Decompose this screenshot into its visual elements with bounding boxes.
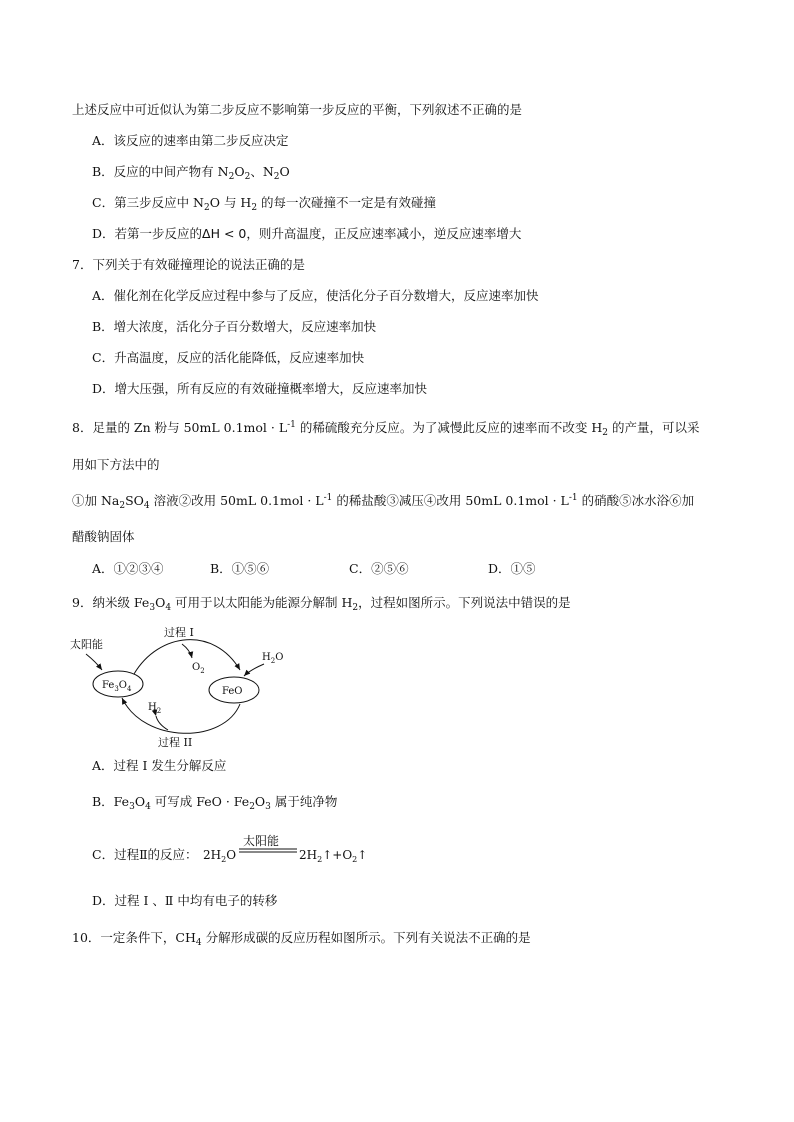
q9-option-a[interactable]: A．过程 I 发生分解反应	[92, 758, 227, 773]
q8-option-a[interactable]: A．①②③④	[92, 561, 164, 576]
q9-option-c-equation	[201, 832, 381, 872]
diagram-process2-arc	[122, 698, 240, 733]
q7-option-a[interactable]: A．催化剂在化学反应过程中参与了反应，使活化分子百分数增大，反应速率加快	[92, 288, 539, 303]
q8-option-c[interactable]: C．②⑤⑥	[349, 561, 409, 576]
diagram-sun-arrow	[86, 654, 102, 670]
q10-stem: 10．一定条件下，$CH_4$ 分解形成碳的反应历程如图所示。下列有关说法不正确的是	[72, 930, 531, 948]
q6-option-d[interactable]: D．若第一步反应的ΔH < 0，则升高温度，正反应速率减小，逆反应速率增大	[92, 226, 522, 241]
diagram-h2o-arrow	[244, 664, 264, 676]
equation-right: $2H_2↑+O_2↑$	[299, 848, 368, 864]
q7-stem: 7．下列关于有效碰撞理论的说法正确的是	[72, 257, 305, 272]
diagram-sun-label: 太阳能	[70, 638, 103, 651]
diagram-feo-label: FeO	[222, 686, 243, 697]
equation-condition: 太阳能	[243, 834, 280, 848]
q7-option-d[interactable]: D．增大压强，所有反应的有效碰撞概率增大，反应速率加快	[92, 381, 428, 396]
q8-options	[92, 559, 632, 577]
diagram-o2-label: $O_2$	[192, 662, 205, 675]
q8-option-d[interactable]: D．①⑤	[488, 561, 536, 576]
diagram-o2-arrow	[182, 644, 192, 658]
q6-option-b[interactable]: B．反应的中间产物有 $N_2O_2$、$N_2O$	[92, 164, 290, 182]
q9-option-c[interactable]: C．过程Ⅱ的反应：	[92, 847, 198, 862]
q7-option-c[interactable]: C．升高温度，反应的活化能降低，反应速率加快	[92, 350, 365, 365]
diagram-h2-arrow	[156, 716, 168, 730]
q6-option-c[interactable]: C．第三步反应中 $N_2O$ 与 $H_2$ 的每一次碰撞不一定是有效碰撞	[92, 195, 437, 213]
q8-stem-line2: 用如下方法中的	[72, 457, 160, 472]
diagram-h2o-label: $H_2O$	[262, 652, 284, 665]
q9-option-b[interactable]: B．$Fe_3O_4$ 可写成 FeO · $Fe_2O_3$ 属于纯净物	[92, 794, 338, 812]
q9-stem: 9．纳米级 $Fe_3O_4$ 可用于以太阳能为能源分解制 $H_2$，过程如图所示。下列说法中错误的是	[72, 595, 571, 613]
q8-methods: ①加 $Na_2SO_4$ 溶液②改用 50mL $0.1mol \cdot L^{-1}$ 的稀盐酸③减压④改用 50mL $0.1mol \cdot L^{-1}$ 的硝酸⑤冰水浴⑥加	[72, 493, 695, 511]
q9-option-d[interactable]: D．过程 Ⅰ 、Ⅱ 中均有电子的转移	[92, 893, 278, 908]
diagram-process1-arc	[134, 640, 240, 674]
diagram-process1-label: 过程 I	[164, 626, 194, 639]
q9-cycle-diagram	[64, 622, 304, 750]
q7-option-b[interactable]: B．增大浓度，活化分子百分数增大，反应速率加快	[92, 319, 377, 334]
diagram-process2-label: 过程 II	[158, 736, 193, 749]
equation-left: $2H_2O$	[203, 848, 237, 864]
q6-option-a[interactable]: A．该反应的速率由第二步反应决定	[92, 133, 289, 148]
diagram-fe3o4-label: $Fe_3O_4$	[102, 680, 132, 693]
q8-option-b[interactable]: B．①⑤⑥	[210, 561, 270, 576]
q6-stem: 上述反应中可近似认为第二步反应不影响第一步反应的平衡，下列叙述不正确的是	[72, 102, 523, 117]
q8-stem: 8．足量的 Zn 粉与 50mL $0.1mol \cdot L^{-1}$ 的稀硫酸充分反应。为了减慢此反应的速率而不改变 $H_2$ 的产量，可以采	[72, 420, 700, 438]
q8-methods-line2: 醋酸钠固体	[72, 529, 135, 544]
diagram-h2-label: $H_2$	[148, 702, 162, 715]
